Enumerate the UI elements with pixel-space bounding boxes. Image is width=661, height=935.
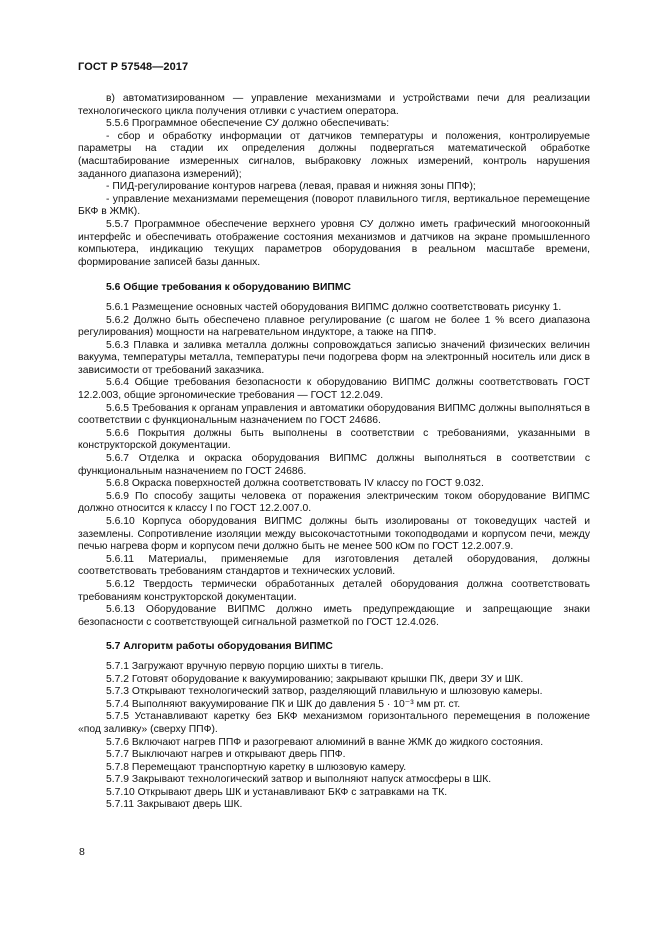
clause-5-6-6: 5.6.6 Покрытия должны быть выполнены в соответствии с требованиями, указанными в конструкторской документации.: [78, 427, 590, 452]
clause-5-6-4: 5.6.4 Общие требования безопасности к оборудованию ВИПМС должны соответствовать ГОСТ 12.2.003, общие эргономические требования — ГОСТ 12.2.049.: [78, 377, 590, 402]
clause-5-6-5: 5.6.5 Требования к органам управления и автоматики оборудования ВИПМС должны выполняться в соответствии с функциональным назначением по ГОСТ 24686.: [78, 402, 590, 427]
paragraph-5-5-6: 5.5.6 Программное обеспечение СУ должно обеспечивать:: [106, 118, 390, 130]
section-title-5-7: 5.7 Алгоритм работы оборудования ВИПМС: [106, 641, 333, 653]
clause-5-6-9: 5.6.9 По способу защиты человека от поражения электрическим током оборудование ВИПМС должно относится к классу I по ГОСТ 12.2.007.0.: [78, 490, 590, 515]
clause-5-7-9: 5.7.9 Закрывают технологический затвор и выполняют напуск атмосферы в ШК.: [106, 774, 492, 786]
clause-5-7-5: 5.7.5 Устанавливают каретку без БКФ механизмом горизонтального перемещения в положение «под заливку» (сверху ППФ).: [78, 711, 590, 735]
clause-5-6-2: 5.6.2 Должно быть обеспечено плавное регулирование (с шагом не более 1 % всего диапазона регулирования) мощности на нагревательном индукторе, а также на ППФ.: [78, 314, 590, 339]
clause-5-6-11: 5.6.11 Материалы, применяемые для изготовления деталей оборудования, должны соответствовать требованиям стандартов и технических условий.: [78, 553, 590, 578]
clause-5-7-2: 5.7.2 Готовят оборудование к вакуумированию; закрывают крышки ПК, двери ЗУ и ШК.: [106, 673, 524, 685]
clause-5-6-8: 5.6.8 Окраска поверхностей должна соответствовать IV классу по ГОСТ 9.032.: [106, 478, 484, 490]
bullet-item: - сбор и обработку информации от датчиков температуры и положения, контролируемые параметры на стадии их определения должны подвергаться математической обработке (масштабирование измеренных сигналов, выбраковку ложных измерений, контроль нарушения заданного диапазона измерений);: [78, 130, 590, 180]
clause-5-7-6: 5.7.6 Включают нагрев ППФ и разогревают алюминий в ванне ЖМК до жидкого состояния.: [106, 736, 544, 748]
clause-5-6-13: 5.6.13 Оборудование ВИПМС должно иметь предупреждающие и запрещающие знаки безопасности с соответствующей сигнальной разметкой по ГОСТ 12.4.026.: [78, 604, 590, 628]
clause-5-6-1: 5.6.1 Размещение основных частей оборудования ВИПМС должно соответствовать рисунку 1.: [106, 301, 562, 313]
clause-5-7-8: 5.7.8 Перемещают транспортную каретку в шлюзовую камеру.: [106, 761, 407, 773]
bullet-item: - ПИД-регулирование контуров нагрева (левая, правая и нижняя зоны ППФ);: [106, 181, 476, 193]
clause-5-6-3: 5.6.3 Плавка и заливка металла должны сопровождаться записью значений физических величин вакуума, температуры металла, температуры печи подогрева форм на электронный носитель или диск в зависимости от требований заказчика.: [78, 339, 590, 376]
clause-5-6-12: 5.6.12 Твердость термически обработанных деталей оборудования должна соответствовать требованиям конструкторской документации.: [78, 578, 590, 603]
document-header: ГОСТ Р 57548—2017: [78, 61, 189, 73]
clause-5-7-11: 5.7.11 Закрывают дверь ШК.: [106, 799, 243, 811]
clause-5-7-4: 5.7.4 Выполняют вакуумирование ПК и ШК до давления 5 · 10⁻³ мм рт. ст.: [106, 698, 461, 710]
clause-5-6-7: 5.6.7 Отделка и окраска оборудования ВИПМС должны выполняться в соответствии с функциональным назначением по ГОСТ 24686.: [78, 453, 590, 477]
section-title-5-6: 5.6 Общие требования к оборудованию ВИПМС: [106, 282, 351, 294]
page-number: 8: [79, 846, 85, 858]
clause-5-7-7: 5.7.7 Выключают нагрев и открывают дверь ППФ.: [106, 749, 346, 761]
clause-5-7-1: 5.7.1 Загружают вручную первую порцию шихты в тигель.: [106, 660, 384, 672]
clause-5-7-3: 5.7.3 Открывают технологический затвор, разделяющий плавильную и шлюзовую камеры.: [106, 686, 543, 698]
paragraph-5-5-7: 5.5.7 Программное обеспечение верхнего уровня СУ должно иметь графический многооконный интерфейс и обеспечивать отображение состояния механизмов и датчиков на экране промышленного компьютера, индикацию текущих параметров оборудования в реальном масштабе времени, формирование записей базы данных.: [78, 218, 590, 268]
clause-5-7-10: 5.7.10 Открывают дверь ШК и устанавливают БКФ с затравками на ТК.: [106, 786, 448, 798]
page-body: [78, 93, 590, 812]
bullet-item: - управление механизмами перемещения (поворот плавильного тигля, вертикальное перемещение БКФ в ЖМК).: [78, 193, 590, 218]
clause-5-6-10: 5.6.10 Корпуса оборудования ВИПМС должны быть изолированы от токоведущих частей и заземлены. Сопротивление изоляции между высокочастотными токоподводами и корпусом печи, между печью нагрева форм и корпусом печи должно быть не менее 500 кОм по ГОСТ 12.2.007.9.: [78, 516, 590, 553]
paragraph-item-v: в) автоматизированном — управление механизмами и устройствами печи для реализации технологического цикла получения отливки с участием оператора.: [78, 93, 590, 117]
